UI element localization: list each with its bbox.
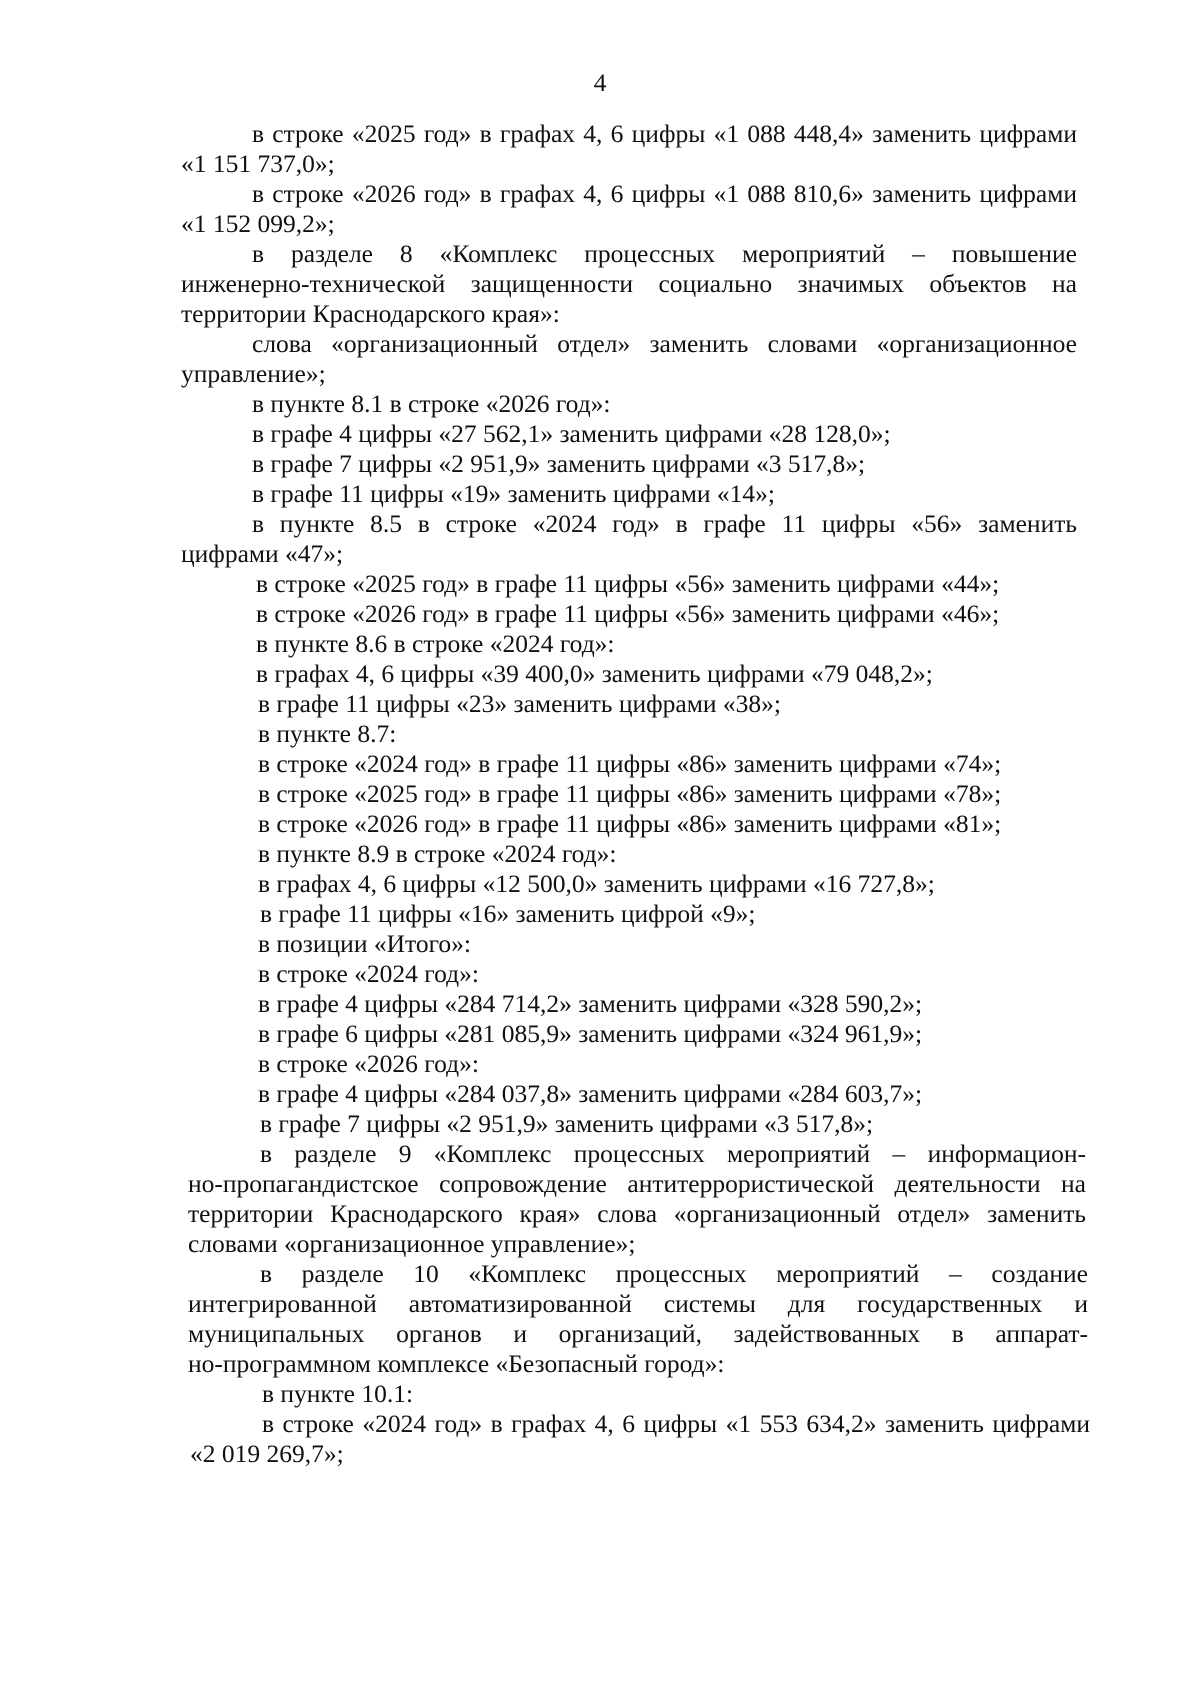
text-line: в графе 4 цифры «27 562,1» заменить цифрами «28 128,0»;	[252, 419, 891, 448]
text-line: в графах 4, 6 цифры «39 400,0» заменить цифрами «79 048,2»;	[256, 659, 933, 688]
page-number: 4	[593, 68, 607, 97]
text-line: «1 151 737,0»;	[181, 149, 335, 178]
text-line: интегрированной автоматизированной системы для государственных и	[188, 1289, 1088, 1318]
text-line: инженерно-технической защищенности социально значимых объектов на	[181, 269, 1077, 298]
text-line: в разделе 10 «Комплекс процессных мероприятий – создание	[260, 1259, 1088, 1288]
text-line: в строке «2025 год» в графе 11 цифры «86» заменить цифрами «78»;	[258, 779, 1002, 808]
text-line: в пункте 8.1 в строке «2026 год»:	[252, 389, 611, 418]
text-line: в графе 11 цифры «19» заменить цифрами «14»;	[252, 479, 775, 508]
text-line: «2 019 269,7»;	[190, 1439, 344, 1468]
text-line: в строке «2026 год»:	[258, 1049, 479, 1078]
text-line: в разделе 8 «Комплекс процессных мероприятий – повышение	[252, 239, 1077, 268]
text-line: слова «организационный отдел» заменить словами «организационное	[252, 329, 1077, 358]
text-line: в строке «2024 год» в графах 4, 6 цифры «1 553 634,2» заменить цифрами	[262, 1409, 1090, 1438]
text-line: но-программном комплексе «Безопасный город»:	[188, 1349, 725, 1378]
text-line: в графе 11 цифры «23» заменить цифрами «38»;	[258, 689, 781, 718]
text-line: словами «организационное управление»;	[188, 1229, 636, 1258]
text-line: в графе 7 цифры «2 951,9» заменить цифрами «3 517,8»;	[260, 1109, 874, 1138]
text-line: в строке «2025 год» в графе 11 цифры «56» заменить цифрами «44»;	[256, 569, 1000, 598]
text-line: в пункте 10.1:	[262, 1379, 414, 1408]
text-line: в позиции «Итого»:	[258, 929, 471, 958]
text-line: в строке «2026 год» в графе 11 цифры «56» заменить цифрами «46»;	[256, 599, 1000, 628]
text-line: в графе 4 цифры «284 714,2» заменить цифрами «328 590,2»;	[258, 989, 923, 1018]
text-line: цифрами «47»;	[181, 539, 344, 568]
text-line: в пункте 8.6 в строке «2024 год»:	[256, 629, 615, 658]
text-line: в строке «2026 год» в графе 11 цифры «86» заменить цифрами «81»;	[258, 809, 1002, 838]
text-line: муниципальных органов и организаций, задействованных в аппарат-	[188, 1319, 1088, 1348]
text-line: в пункте 8.7:	[258, 719, 397, 748]
text-line: в пункте 8.9 в строке «2024 год»:	[258, 839, 617, 868]
text-line: территории Краснодарского края»:	[181, 299, 560, 328]
text-line: в графах 4, 6 цифры «12 500,0» заменить цифрами «16 727,8»;	[258, 869, 935, 898]
text-line: в строке «2025 год» в графах 4, 6 цифры «1 088 448,4» заменить цифрами	[252, 119, 1077, 148]
text-line: в пункте 8.5 в строке «2024 год» в графе 11 цифры «56» заменить	[252, 509, 1077, 538]
text-line: «1 152 099,2»;	[181, 209, 335, 238]
text-line: в графе 11 цифры «16» заменить цифрой «9»;	[260, 899, 756, 928]
text-line: но-пропагандистское сопровождение антитеррористической деятельности на	[188, 1169, 1086, 1198]
text-line: территории Краснодарского края» слова «организационный отдел» заменить	[188, 1199, 1086, 1228]
text-line: в строке «2026 год» в графах 4, 6 цифры «1 088 810,6» заменить цифрами	[252, 179, 1077, 208]
text-line: в графе 4 цифры «284 037,8» заменить цифрами «284 603,7»;	[258, 1079, 923, 1108]
text-line: в графе 7 цифры «2 951,9» заменить цифрами «3 517,8»;	[252, 449, 866, 478]
text-line: в строке «2024 год» в графе 11 цифры «86» заменить цифрами «74»;	[258, 749, 1002, 778]
text-line: в строке «2024 год»:	[258, 959, 479, 988]
text-line: управление»;	[181, 359, 326, 388]
text-line: в графе 6 цифры «281 085,9» заменить цифрами «324 961,9»;	[258, 1019, 923, 1048]
text-line: в разделе 9 «Комплекс процессных мероприятий – информацион-	[260, 1139, 1086, 1168]
